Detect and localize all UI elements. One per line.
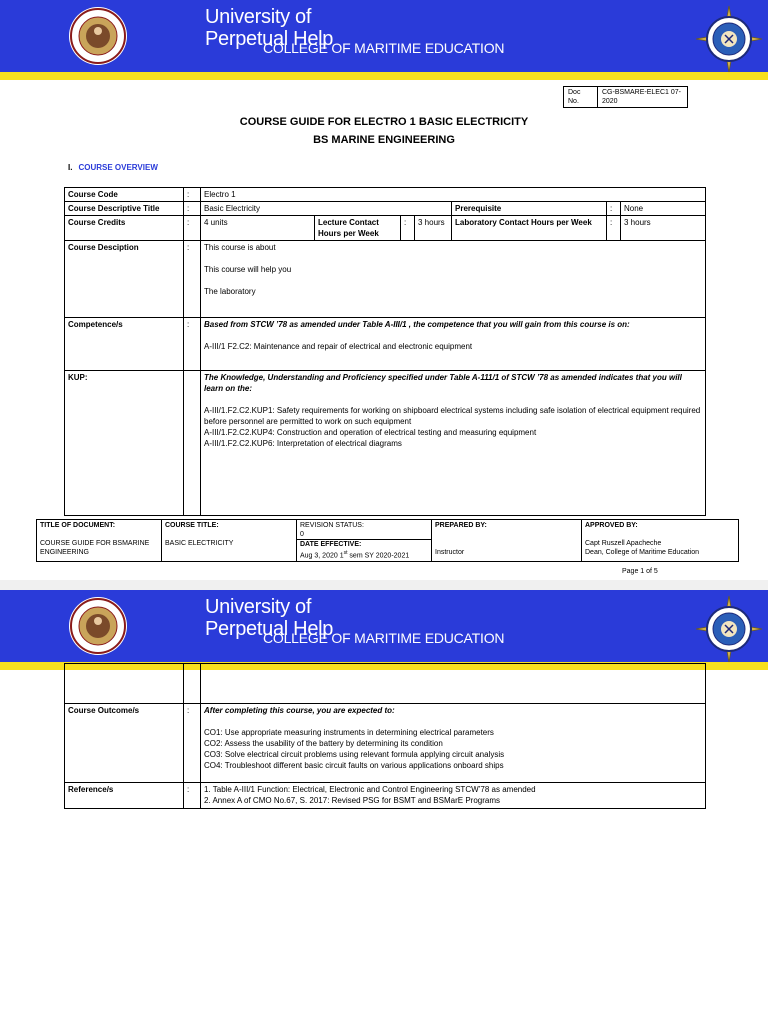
header-stripe: [0, 72, 768, 80]
course-outcome-label: Course Outcome/s: [65, 704, 184, 783]
doc-number-value: CG-BSMARE-ELEC1 07-2020: [598, 87, 688, 108]
lecture-hours-label: Lecture Contact Hours per Week: [315, 216, 401, 241]
outcome-intro: After completing this course, you are expected to:: [204, 706, 395, 715]
colon: :: [607, 216, 621, 241]
table-row: [65, 216, 706, 241]
reference-item: 2. Annex A of CMO No.67, S. 2017: Revised PSG for BSMT and BSMarE Programs: [204, 796, 500, 805]
section-label: COURSE OVERVIEW: [78, 163, 158, 172]
approved-role: Dean, College of Maritime Education: [585, 549, 700, 556]
date-effective-label: DATE EFFECTIVE:: [297, 539, 431, 549]
title-doc-label: TITLE OF DOCUMENT:: [40, 522, 116, 529]
doc-number-label: Doc No.: [564, 87, 598, 108]
outcome-item: CO1: Use appropriate measuring instruments in determining electrical parameters: [204, 728, 494, 737]
competence-value: [201, 318, 706, 371]
course-outcomes-table: [64, 663, 706, 809]
approved-name: Capt Ruszell Apacheche: [585, 540, 662, 547]
footer-revision: [297, 520, 432, 562]
colon: :: [184, 202, 201, 216]
colon: :: [401, 216, 415, 241]
table-row: [65, 783, 706, 809]
course-title-value-footer: BASIC ELECTRICITY: [165, 540, 234, 547]
approved-label: APPROVED BY:: [585, 522, 638, 529]
table-row: [65, 202, 706, 216]
college-name: COLLEGE OF MARITIME EDUCATION: [263, 40, 505, 56]
competence-label: Competence/s: [65, 318, 184, 371]
outcome-item: CO4: Troubleshoot different basic circuit faults on various applications onboard ships: [204, 761, 504, 770]
colon: :: [607, 202, 621, 216]
revision-label: REVISION STATUS:: [300, 522, 364, 529]
outcome-item: CO3: Solve electrical circuit problems using relevant formula applying circuit analysis: [204, 750, 505, 759]
title-doc-value: COURSE GUIDE FOR BSMARINE ENGINEERING: [40, 540, 150, 556]
university-seal-icon: [68, 596, 128, 656]
table-row: [65, 188, 706, 202]
college-name: COLLEGE OF MARITIME EDUCATION: [263, 630, 505, 646]
university-name: University of Perpetual Help: [205, 6, 334, 50]
prerequisite-label: Prerequisite: [452, 202, 607, 216]
course-code-label: Course Code: [65, 188, 184, 202]
kup-value: [201, 371, 706, 516]
footer-course-title: [162, 520, 297, 562]
lecture-hours-value: 3 hours: [415, 216, 452, 241]
lab-hours-label: Laboratory Contact Hours per Week: [452, 216, 607, 241]
table-row: [37, 520, 739, 562]
footer-approved: [582, 520, 739, 562]
colon: :: [184, 318, 201, 371]
kup-item: A-III/1.F2.C2.KUP6: Interpretation of electrical diagrams: [204, 439, 402, 448]
description-line: This course is about: [204, 243, 276, 252]
description-line: This course will help you: [204, 265, 292, 274]
prerequisite-value: None: [621, 202, 706, 216]
document-subtitle: BS MARINE ENGINEERING: [313, 134, 455, 146]
references-label: Reference/s: [65, 783, 184, 809]
colon: :: [184, 704, 201, 783]
course-credits-value: 4 units: [201, 216, 315, 241]
document-footer-table: [36, 519, 739, 562]
document-number-table: [563, 86, 688, 108]
university-name: University of Perpetual Help: [205, 596, 334, 640]
kup-intro: The Knowledge, Understanding and Proficiency specified under Table A-111/1 of STCW ’78 as amended indicates that you will learn on the:: [204, 373, 682, 393]
section-number: I.: [68, 163, 73, 172]
table-row: [65, 371, 706, 516]
section-heading: [68, 163, 158, 172]
competence-intro: Based from STCW ’78 as amended under Table A-III/1 , the competence that you will gain from this course is on:: [204, 320, 630, 329]
colon: :: [184, 188, 201, 202]
colon: :: [184, 241, 201, 318]
document-title: COURSE GUIDE FOR ELECTRO 1 BASIC ELECTRICITY: [239, 116, 529, 128]
maritime-compass-seal-icon: [695, 5, 763, 73]
course-description-value: [201, 241, 706, 318]
page-header: [0, 590, 768, 670]
course-code-value: Electro 1: [201, 188, 706, 202]
course-credits-label: Course Credits: [65, 216, 184, 241]
page-number: Page 1 of 5: [622, 568, 658, 575]
date-effective-value: Aug 3, 2020 1st sem SY 2020-2021: [300, 550, 410, 560]
outcome-item: CO2: Assess the usability of the battery by determining its condition: [204, 739, 443, 748]
course-title-label: Course Descriptive Title: [65, 202, 184, 216]
prepared-label: PREPARED BY:: [435, 522, 487, 529]
kup-label: KUP:: [65, 371, 184, 516]
colon: :: [184, 216, 201, 241]
lab-hours-value: 3 hours: [621, 216, 706, 241]
page-2: [0, 590, 768, 1024]
reference-item: 1. Table A-III/1 Function: Electrical, Electronic and Control Engineering STCW’78 as amended: [204, 785, 536, 794]
table-row: [65, 318, 706, 371]
course-title-value: Basic Electricity: [201, 202, 452, 216]
page-separator: [0, 580, 768, 590]
kup-item: A-III/1.F2.C2.KUP1: Safety requirements for working on shipboard electrical systems including safe isolation of electrical equipment required before personnel are permitted to work on such equipment: [204, 406, 701, 426]
footer-title-doc: [37, 520, 162, 562]
revision-value: 0: [300, 531, 304, 538]
table-row: [65, 664, 706, 704]
description-line: The laboratory: [204, 287, 256, 296]
course-overview-table: [64, 187, 706, 516]
course-outcome-value: [201, 704, 706, 783]
table-row: [65, 241, 706, 318]
course-title-label-footer: COURSE TITLE:: [165, 522, 219, 529]
maritime-compass-seal-icon: [695, 595, 763, 663]
competence-item: A-III/1 F2.C2: Maintenance and repair of electrical and electronic equipment: [204, 342, 473, 351]
footer-prepared: [432, 520, 582, 562]
course-description-label: Course Desciption: [65, 241, 184, 318]
kup-item: A-III/1.F2.C2.KUP4: Construction and operation of electrical testing and measuring equipment: [204, 428, 537, 437]
colon: :: [184, 783, 201, 809]
university-seal-icon: [68, 6, 128, 66]
references-value: [201, 783, 706, 809]
page-header: [0, 0, 768, 80]
table-row: [65, 704, 706, 783]
prepared-value: Instructor: [435, 549, 465, 556]
